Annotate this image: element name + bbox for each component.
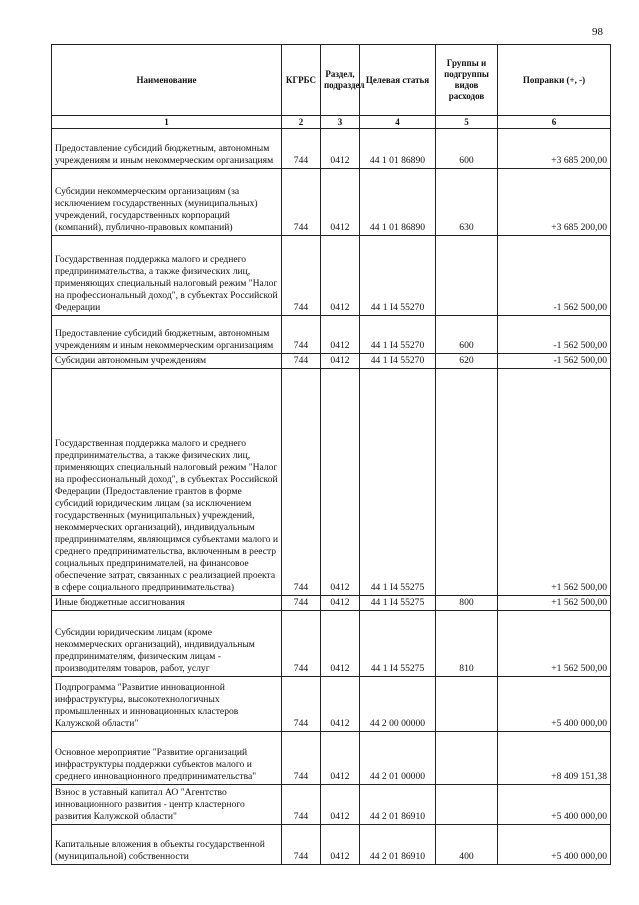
table-row xyxy=(52,596,611,611)
row-name: Иные бюджетные ассигнования xyxy=(52,596,282,611)
header-section: Раздел, подраздел xyxy=(321,45,360,116)
row-group: 620 xyxy=(436,354,498,369)
header-target: Целевая статья xyxy=(360,45,436,116)
row-section: 0412 xyxy=(321,611,360,677)
row-kgrbs: 744 xyxy=(282,785,321,825)
row-name: Субсидии некоммерческим организациям (за исключением государственных (муниципальных) учреждений, государственных корпораций (компаний), публично-правовых компаний) xyxy=(52,169,282,236)
row-group: 630 xyxy=(436,169,498,236)
row-group xyxy=(436,677,498,732)
row-kgrbs: 744 xyxy=(282,596,321,611)
row-group: 400 xyxy=(436,825,498,865)
table-row xyxy=(52,129,611,169)
row-section: 0412 xyxy=(321,354,360,369)
row-amount: -1 562 500,00 xyxy=(498,354,611,369)
row-group xyxy=(436,236,498,316)
row-kgrbs: 744 xyxy=(282,732,321,785)
table-row xyxy=(52,611,611,677)
table-row xyxy=(52,354,611,369)
row-group xyxy=(436,785,498,825)
header-kgrbs: КГРБС xyxy=(282,45,321,116)
row-kgrbs: 744 xyxy=(282,316,321,354)
table-row xyxy=(52,316,611,354)
column-number: 2 xyxy=(282,116,321,129)
row-name: Государственная поддержка малого и среднего предпринимательства, а также физических лиц, применяющих специальный налоговый режим "Налог на профессиональный доход", в субъектах Российской Федерации (Предоставление грантов в форме субсидий юридическим лицам (за исключением государственных (муниципальных) учреждений, некоммерческих организаций), индивидуальным предпринимателям, являющимся субъектами малого и среднего предпринимательства, включенным в реестр социальных предпринимателей, на финансовое обеспечение затрат, связанных с реализацией проекта в сфере социального предпринимательства) xyxy=(52,369,282,596)
row-kgrbs: 744 xyxy=(282,236,321,316)
row-kgrbs: 744 xyxy=(282,129,321,169)
row-section: 0412 xyxy=(321,732,360,785)
row-group xyxy=(436,369,498,596)
row-name: Предоставление субсидий бюджетным, автономным учреждениям и иным некоммерческим организациям xyxy=(52,129,282,169)
row-target: 44 1 I4 55275 xyxy=(360,611,436,677)
row-amount: +5 400 000,00 xyxy=(498,677,611,732)
column-number: 5 xyxy=(436,116,498,129)
table-row xyxy=(52,236,611,316)
row-amount: +1 562 500,00 xyxy=(498,611,611,677)
row-name: Предоставление субсидий бюджетным, автономным учреждениям и иным некоммерческим организациям xyxy=(52,316,282,354)
row-group: 810 xyxy=(436,611,498,677)
row-name: Субсидии автономным учреждениям xyxy=(52,354,282,369)
row-target: 44 1 I4 55275 xyxy=(360,369,436,596)
row-name: Подпрограмма "Развитие инновационной инфраструктуры, высокотехнологичных промышленных и инновационных кластеров Калужской области" xyxy=(52,677,282,732)
header-name: Наименование xyxy=(52,45,282,116)
row-target: 44 1 01 86890 xyxy=(360,129,436,169)
row-name: Взнос в уставный капитал АО "Агентство инновационного развития - центр кластерного развития Калужской области" xyxy=(52,785,282,825)
header-groups: Группы и подгруппы видов расходов xyxy=(436,45,498,116)
row-amount: +5 400 000,00 xyxy=(498,825,611,865)
row-group: 600 xyxy=(436,316,498,354)
row-target: 44 2 01 86910 xyxy=(360,825,436,865)
row-section: 0412 xyxy=(321,677,360,732)
column-number: 6 xyxy=(498,116,611,129)
column-number-row xyxy=(52,116,611,129)
row-group: 600 xyxy=(436,129,498,169)
row-section: 0412 xyxy=(321,316,360,354)
table-row xyxy=(52,677,611,732)
row-section: 0412 xyxy=(321,129,360,169)
row-kgrbs: 744 xyxy=(282,611,321,677)
row-name: Основное мероприятие "Развитие организаций инфраструктуры поддержки субъектов малого и среднего инновационного предпринимательства" xyxy=(52,732,282,785)
row-group: 800 xyxy=(436,596,498,611)
row-amount: +5 400 000,00 xyxy=(498,785,611,825)
row-group xyxy=(436,732,498,785)
row-target: 44 1 I4 55270 xyxy=(360,316,436,354)
header-changes: Поправки (+, -) xyxy=(498,45,611,116)
row-section: 0412 xyxy=(321,825,360,865)
table-row xyxy=(52,732,611,785)
row-target: 44 2 01 00000 xyxy=(360,732,436,785)
row-section: 0412 xyxy=(321,596,360,611)
row-section: 0412 xyxy=(321,369,360,596)
row-target: 44 1 I4 55275 xyxy=(360,596,436,611)
budget-amendments-table xyxy=(51,44,611,865)
row-target: 44 1 01 86890 xyxy=(360,169,436,236)
row-kgrbs: 744 xyxy=(282,369,321,596)
row-name: Субсидии юридическим лицам (кроме некоммерческих организаций), индивидуальным предпринимателям, физическим лицам - производителям товаров, работ, услуг xyxy=(52,611,282,677)
row-target: 44 1 I4 55270 xyxy=(360,236,436,316)
row-kgrbs: 744 xyxy=(282,354,321,369)
header-row xyxy=(52,45,611,116)
row-section: 0412 xyxy=(321,785,360,825)
row-section: 0412 xyxy=(321,169,360,236)
column-number: 3 xyxy=(321,116,360,129)
row-name: Капитальные вложения в объекты государственной (муниципальной) собственности xyxy=(52,825,282,865)
row-amount: -1 562 500,00 xyxy=(498,236,611,316)
column-number: 1 xyxy=(52,116,282,129)
row-kgrbs: 744 xyxy=(282,677,321,732)
row-kgrbs: 744 xyxy=(282,825,321,865)
table-row xyxy=(52,825,611,865)
row-name: Государственная поддержка малого и среднего предпринимательства, а также физических лиц, применяющих специальный налоговый режим "Налог на профессиональный доход", в субъектах Российской Федерации xyxy=(52,236,282,316)
row-target: 44 2 00 00000 xyxy=(360,677,436,732)
row-amount: -1 562 500,00 xyxy=(498,316,611,354)
row-amount: +1 562 500,00 xyxy=(498,369,611,596)
page-number: 98 xyxy=(592,26,603,38)
row-amount: +3 685 200,00 xyxy=(498,129,611,169)
row-kgrbs: 744 xyxy=(282,169,321,236)
table-row xyxy=(52,169,611,236)
table-row xyxy=(52,785,611,825)
table-row xyxy=(52,369,611,596)
row-amount: +8 409 151,38 xyxy=(498,732,611,785)
row-section: 0412 xyxy=(321,236,360,316)
row-target: 44 2 01 86910 xyxy=(360,785,436,825)
column-number: 4 xyxy=(360,116,436,129)
row-amount: +1 562 500,00 xyxy=(498,596,611,611)
row-amount: +3 685 200,00 xyxy=(498,169,611,236)
row-target: 44 1 I4 55270 xyxy=(360,354,436,369)
